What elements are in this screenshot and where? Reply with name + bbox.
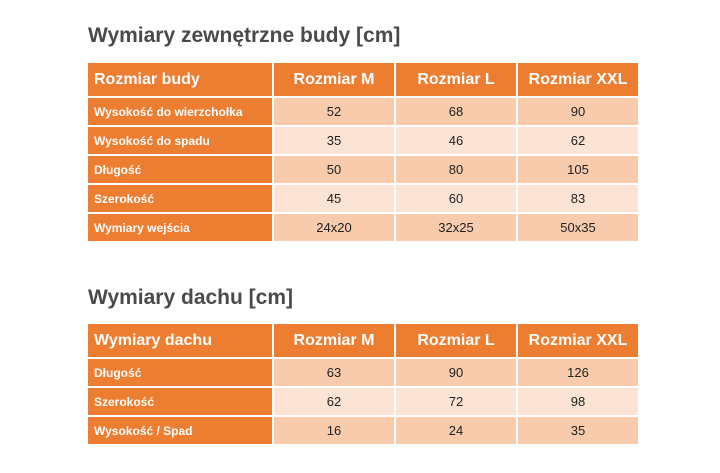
cell-value: 52 [274,98,394,125]
table-row [88,214,638,241]
row-label: Wysokość / Spad [88,417,272,444]
table-row [88,185,638,212]
row-label: Wysokość do wierzchołka [88,98,272,125]
table-row [88,388,638,415]
cell-value: 35 [518,417,638,444]
cell-value: 32x25 [396,214,516,241]
column-header-roof: Wymiary dachu [88,324,272,357]
column-header-size: Rozmiar budy [88,63,272,96]
row-label: Wysokość do spadu [88,127,272,154]
cell-value: 50x35 [518,214,638,241]
column-header-m: Rozmiar M [274,63,394,96]
cell-value: 72 [396,388,516,415]
cell-value: 60 [396,185,516,212]
row-label: Szerokość [88,185,272,212]
exterior-dimensions-table [86,61,640,243]
column-header-xxl: Rozmiar XXL [518,63,638,96]
cell-value: 62 [274,388,394,415]
column-header-xxl: Rozmiar XXL [518,324,638,357]
table-row [88,156,638,183]
row-label: Szerokość [88,388,272,415]
cell-value: 68 [396,98,516,125]
cell-value: 16 [274,417,394,444]
table-row [88,127,638,154]
column-header-l: Rozmiar L [396,324,516,357]
table-header-row [88,324,638,357]
cell-value: 126 [518,359,638,386]
table-row [88,417,638,444]
cell-value: 63 [274,359,394,386]
table-row [88,98,638,125]
cell-value: 105 [518,156,638,183]
row-label: Długość [88,156,272,183]
cell-value: 80 [396,156,516,183]
cell-value: 83 [518,185,638,212]
cell-value: 24 [396,417,516,444]
column-header-m: Rozmiar M [274,324,394,357]
cell-value: 24x20 [274,214,394,241]
cell-value: 62 [518,127,638,154]
row-label: Długość [88,359,272,386]
roof-dimensions-title: Wymiary dachu [cm] [88,286,294,309]
cell-value: 45 [274,185,394,212]
cell-value: 90 [518,98,638,125]
cell-value: 35 [274,127,394,154]
table-header-row [88,63,638,96]
exterior-dimensions-title: Wymiary zewnętrzne budy [cm] [88,24,401,47]
row-label: Wymiary wejścia [88,214,272,241]
roof-dimensions-table [86,322,640,446]
cell-value: 98 [518,388,638,415]
cell-value: 90 [396,359,516,386]
column-header-l: Rozmiar L [396,63,516,96]
cell-value: 46 [396,127,516,154]
table-row [88,359,638,386]
cell-value: 50 [274,156,394,183]
